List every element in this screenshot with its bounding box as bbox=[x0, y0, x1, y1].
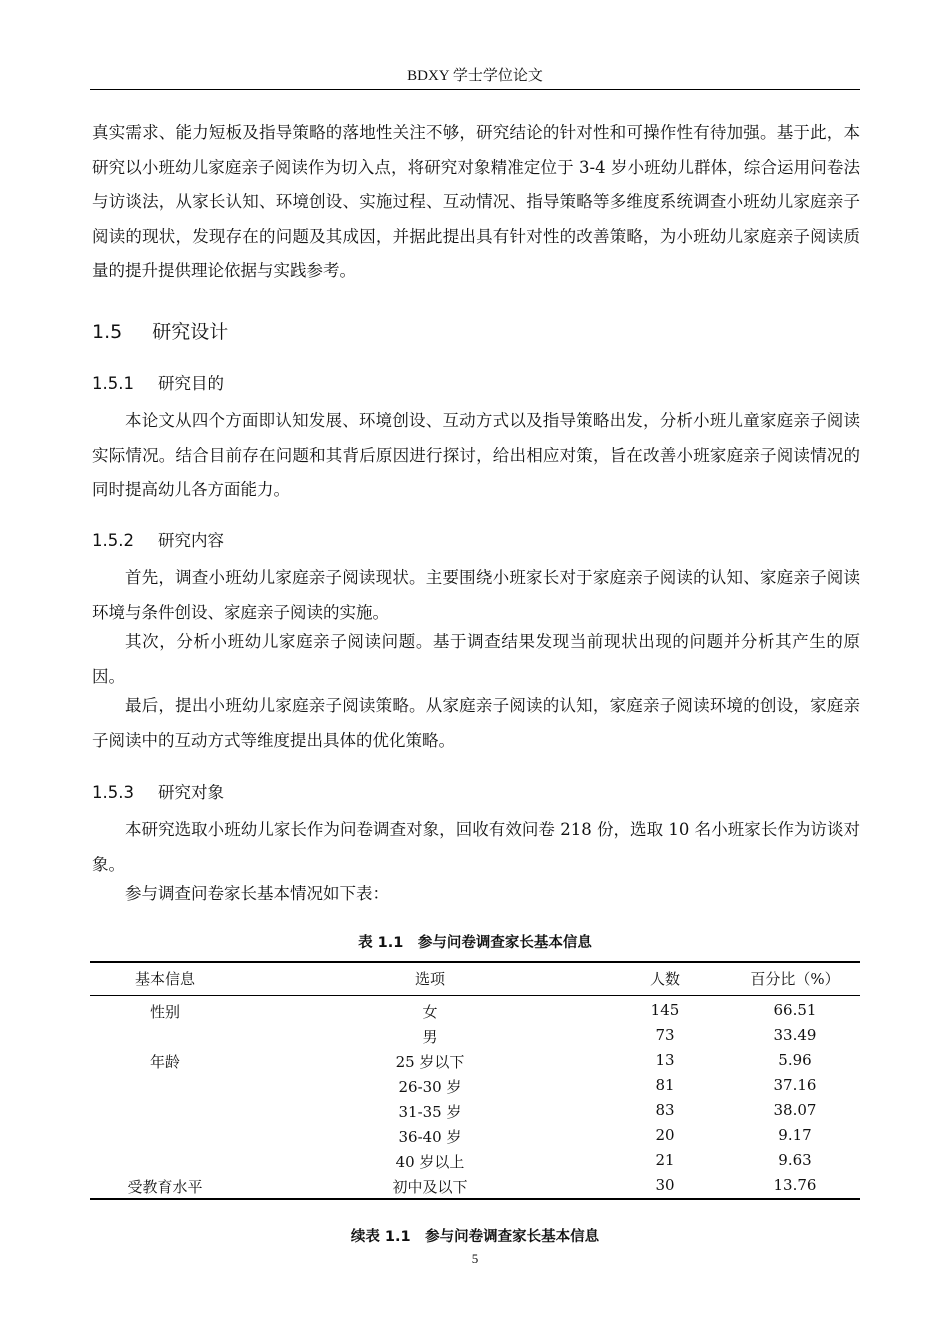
subsection-heading-1-5-1 bbox=[92, 370, 224, 394]
subjects-paragraph-1: 本研究选取小班幼儿家长作为问卷调查对象，回收有效问卷 218 份，选取 10 名小班家长作为访谈对象。 bbox=[92, 820, 860, 874]
subsection-heading-1-5-2 bbox=[92, 527, 224, 551]
subsection-number: 1.5.1 bbox=[92, 374, 134, 393]
table-header-row bbox=[90, 968, 860, 993]
header-cell: 基本信息 bbox=[134, 970, 195, 988]
subsection-title: 研究目的 bbox=[157, 374, 224, 393]
subjects-paragraph-2: 参与调查问卷家长基本情况如下表： bbox=[125, 884, 389, 903]
section-title: 研究设计 bbox=[152, 321, 229, 343]
table-cell: 33.49 bbox=[773, 1026, 817, 1044]
continued-table-caption: 续表 1.1 参与问卷调查家长基本信息 bbox=[350, 1229, 600, 1245]
subsection-title: 研究对象 bbox=[157, 783, 224, 802]
table-row bbox=[90, 1026, 860, 1051]
header-rule bbox=[90, 89, 860, 90]
table-row bbox=[90, 1151, 860, 1176]
subsection-number: 1.5.3 bbox=[92, 783, 134, 802]
table-cell: 38.07 bbox=[773, 1101, 817, 1119]
table-cell: 37.16 bbox=[773, 1076, 817, 1094]
table-cell: 13 bbox=[655, 1051, 675, 1069]
section-heading-1-5 bbox=[92, 317, 228, 344]
table-cell: 81 bbox=[655, 1076, 675, 1094]
table-cell: 31-35 岁 bbox=[398, 1103, 462, 1121]
table-row bbox=[90, 1076, 860, 1101]
table-bottom-rule bbox=[90, 1198, 860, 1200]
table-cell: 女 bbox=[422, 1003, 438, 1021]
table-header-rule bbox=[90, 995, 860, 996]
table-cell: 40 岁以上 bbox=[395, 1153, 465, 1171]
page-number: 5 bbox=[471, 1251, 479, 1266]
table-cell: 20 bbox=[655, 1126, 675, 1144]
table-row bbox=[90, 1051, 860, 1076]
table-cell: 21 bbox=[655, 1151, 675, 1169]
intro-paragraph: 真实需求、能力短板及指导策略的落地性关注不够，研究结论的针对性和可操作性有待加强。基于此，本研究以小班幼儿家庭亲子阅读作为切入点，将研究对象精准定位于 3-4 岁小班幼儿群体，综合运用问卷法与访谈法，从家长认知、环境创设、实施过程、互动情况、指导策略等多维度系统调查小班幼儿家庭亲子阅读的现状，发现存在的问题及其成因，并据此提出具有针对性的改善策略，为小班幼儿家庭亲子阅读质量的提升提供理论依据与实践参考。 bbox=[92, 123, 860, 280]
section-number: 1.5 bbox=[92, 321, 123, 343]
table-cell: 9.17 bbox=[778, 1126, 812, 1144]
table-row bbox=[90, 1101, 860, 1126]
table-cell: 30 bbox=[655, 1176, 675, 1194]
table-cell: 26-30 岁 bbox=[398, 1078, 462, 1096]
content-paragraph-2: 其次，分析小班幼儿家庭亲子阅读问题。基于调查结果发现当前现状出现的问题并分析其产生的原因。 bbox=[92, 632, 860, 686]
subsection-heading-1-5-3 bbox=[92, 779, 224, 803]
table-cell: 13.76 bbox=[773, 1176, 817, 1194]
table-cell: 年龄 bbox=[149, 1053, 180, 1071]
table-cell: 66.51 bbox=[773, 1001, 817, 1019]
table-cell: 25 岁以下 bbox=[395, 1053, 465, 1071]
header-cell: 百分比（%） bbox=[750, 970, 840, 988]
table-cell: 9.63 bbox=[778, 1151, 812, 1169]
header-cell: 选项 bbox=[414, 970, 445, 988]
table-cell: 36-40 岁 bbox=[398, 1128, 462, 1146]
header-cell: 人数 bbox=[649, 970, 680, 988]
table-cell: 83 bbox=[655, 1101, 675, 1119]
table-top-rule bbox=[90, 961, 860, 963]
table-cell: 男 bbox=[422, 1028, 438, 1046]
purpose-paragraph: 本论文从四个方面即认知发展、环境创设、互动方式以及指导策略出发，分析小班儿童家庭亲子阅读实际情况。结合目前存在问题和其背后原因进行探讨，给出相应对策，旨在改善小班家庭亲子阅读情况的同时提高幼儿各方面能力。 bbox=[92, 411, 860, 499]
table-row bbox=[90, 1126, 860, 1151]
content-paragraph-3: 最后，提出小班幼儿家庭亲子阅读策略。从家庭亲子阅读的认知，家庭亲子阅读环境的创设，家庭亲子阅读中的互动方式等维度提出具体的优化策略。 bbox=[92, 696, 860, 750]
table-cell: 初中及以下 bbox=[392, 1178, 468, 1196]
table-cell: 73 bbox=[655, 1026, 675, 1044]
table-cell: 145 bbox=[650, 1001, 680, 1019]
table-caption: 表 1.1 参与问卷调查家长基本信息 bbox=[358, 935, 592, 951]
table-cell: 性别 bbox=[149, 1003, 180, 1021]
running-header: BDXY 学士学位论文 bbox=[407, 68, 543, 84]
table-cell: 受教育水平 bbox=[127, 1178, 203, 1196]
subsection-number: 1.5.2 bbox=[92, 531, 134, 550]
table-cell: 5.96 bbox=[778, 1051, 812, 1069]
content-paragraph-1: 首先，调查小班幼儿家庭亲子阅读现状。主要围绕小班家长对于家庭亲子阅读的认知、家庭亲子阅读环境与条件创设、家庭亲子阅读的实施。 bbox=[92, 568, 860, 622]
table-row bbox=[90, 1001, 860, 1026]
subsection-title: 研究内容 bbox=[157, 531, 224, 550]
